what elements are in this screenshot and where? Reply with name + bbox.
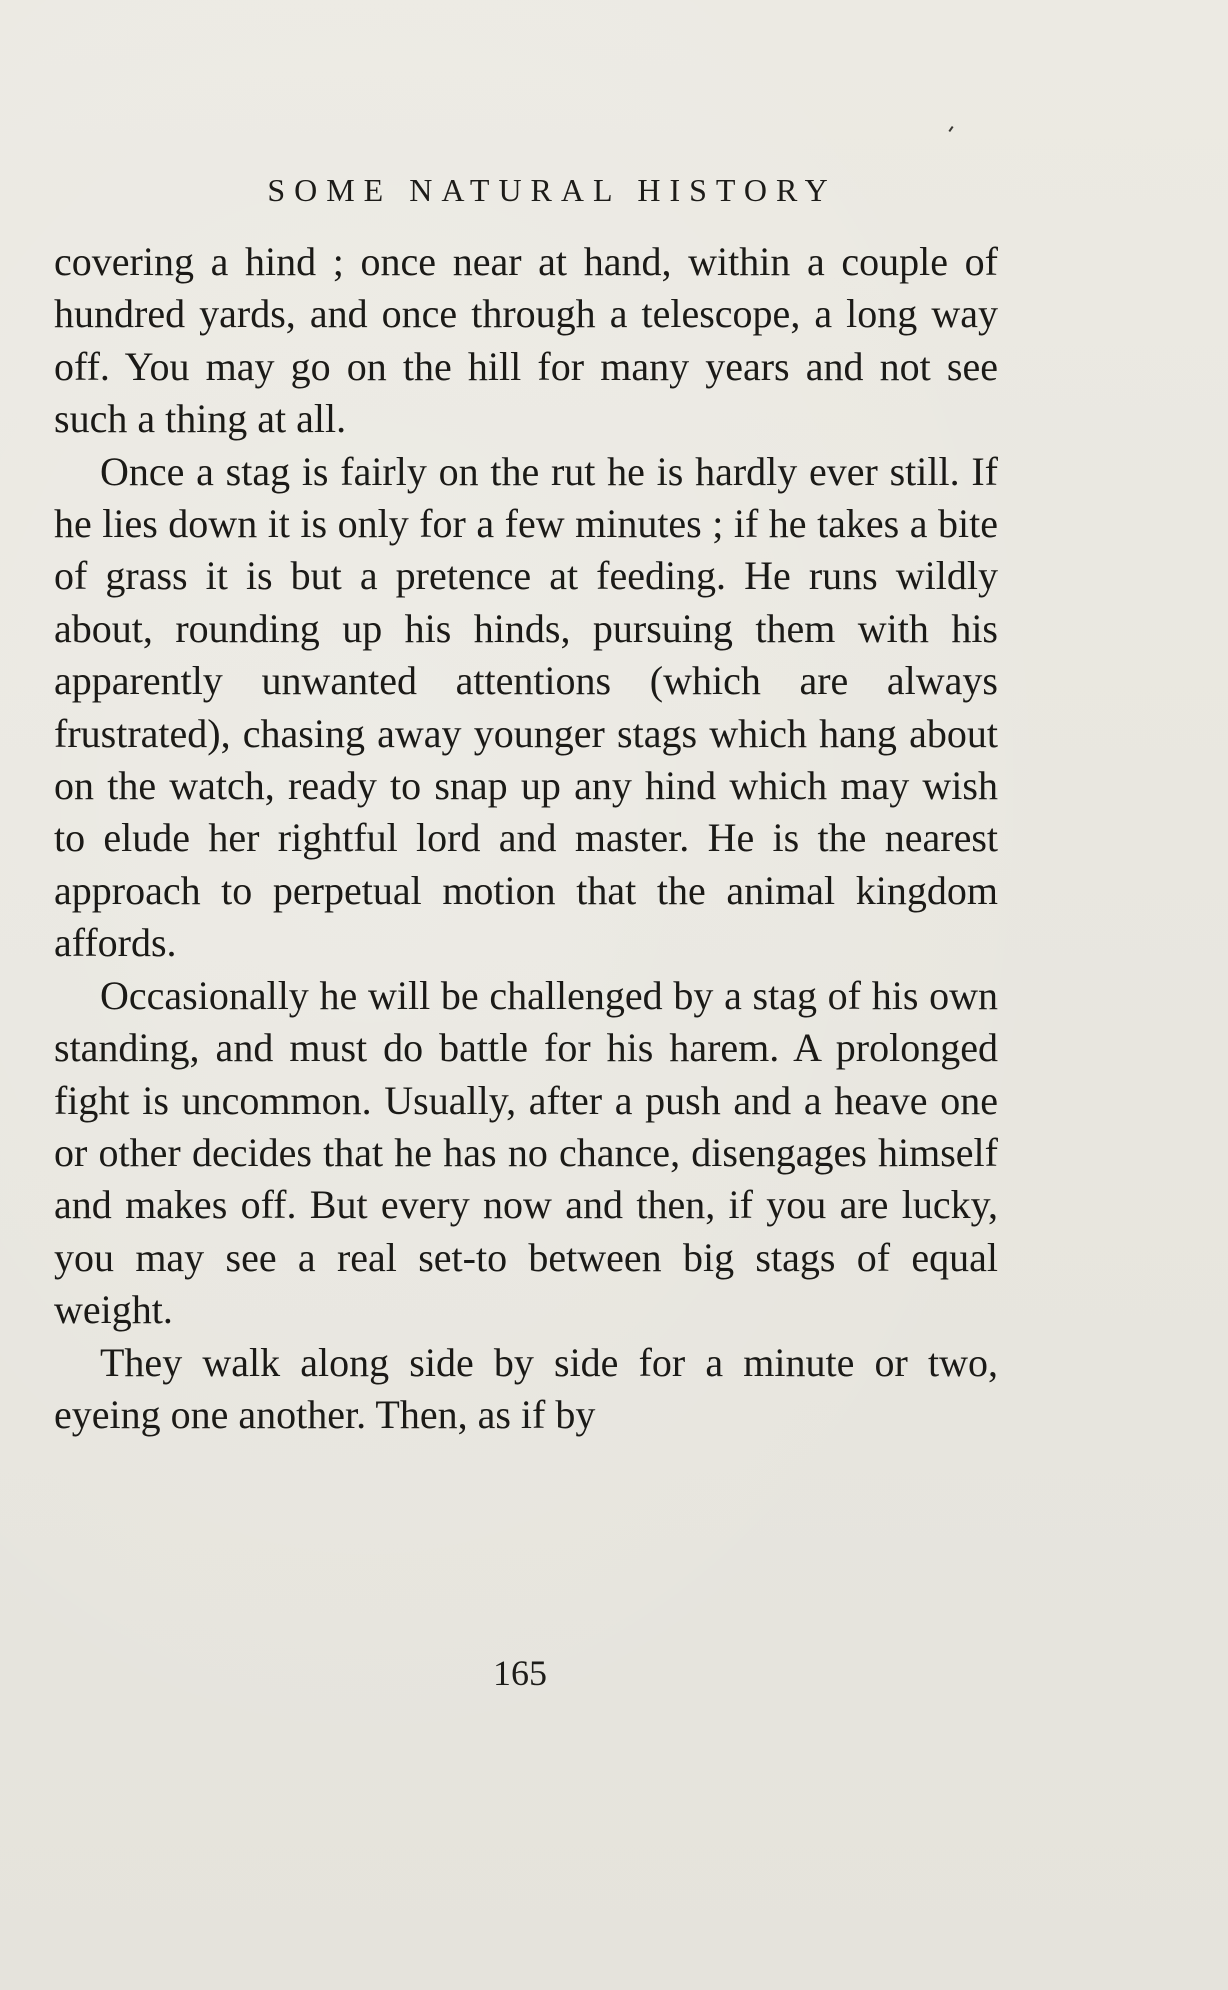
ink-mark [948,126,953,132]
paragraph-2: Once a stag is fairly on the rut he is hardly ever still. If he lies down it is only for a few minutes ; if he takes a bite of grass it is but a pretence at feeding. He runs wildly about, rounding up his hinds, pursuing them with his apparently unwanted attentions (which are always frustrated), chasing away younger stags which hang about on the watch, ready to snap up any hind which may wish to elude her rightful lord and master. He is the nearest approach to perpetual motion that the animal kingdom affords. [54,448,998,966]
running-head: SOME NATURAL HISTORY [267,172,837,208]
paragraph-4: They walk along side by side for a minute or two, eyeing one another. Then, as if by [54,1339,998,1437]
paragraph-3: Occasionally he will be challenged by a stag of his own standing, and must do battle for his harem. A prolonged fight is uncommon. Usually, after a push and a heave one or other decides that he has no chance, disengages himself and makes off. But every now and then, if you are lucky, you may see a real set-to between big stags of equal weight. [54,972,998,1333]
paragraph-1: covering a hind ; once near at hand, within a couple of hundred yards, and once through a telescope, a long way off. You may go on the hill for many years and not see such a thing at all. [54,239,998,442]
page-number: 165 [493,1653,547,1693]
body-text [54,236,998,1441]
